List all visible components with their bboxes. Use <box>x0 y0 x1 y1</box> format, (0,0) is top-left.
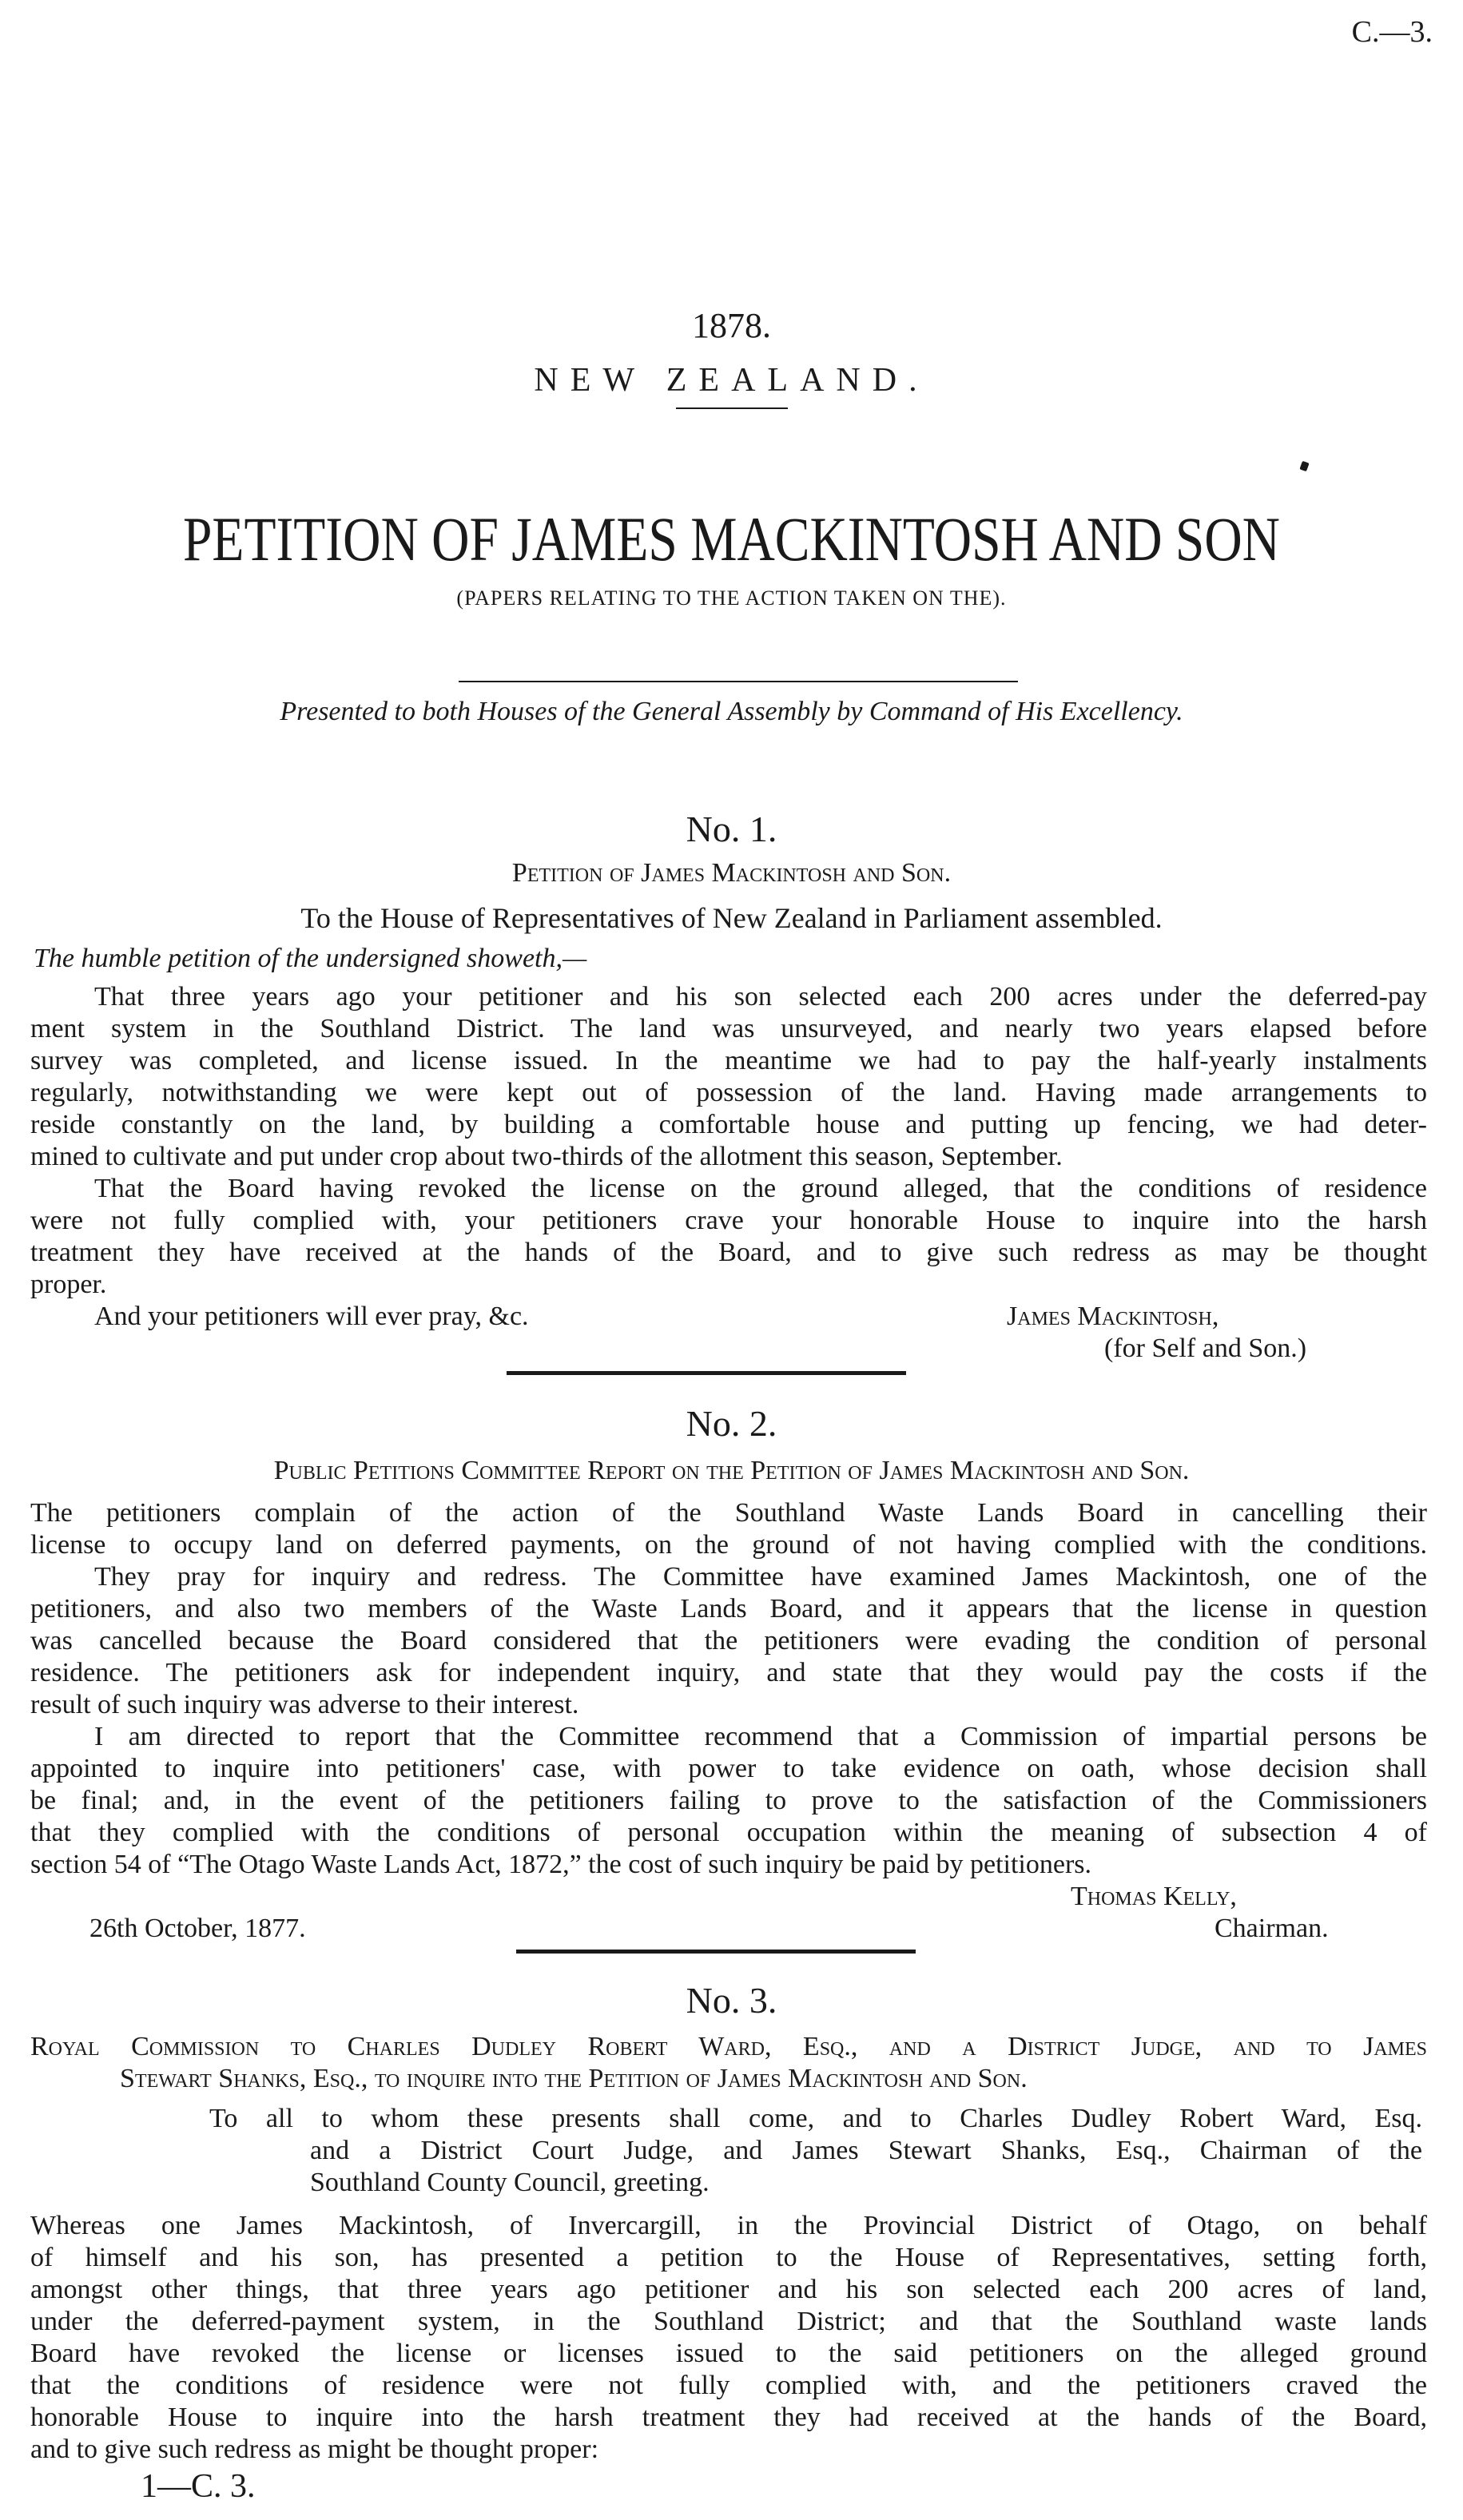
text-line: Board have revoked the license or licenses issued to the said petitioners on the alleged ground <box>30 2339 1427 2368</box>
signature-for-1: (for Self and Son.) <box>1104 1334 1307 1363</box>
text-line: appointed to inquire into petitioners' case, with power to take evidence on oath, whose decision shall <box>30 1754 1427 1783</box>
text-line: Stewart Shanks, Esq., to inquire into the Petition of James Mackintosh and Son. <box>120 2064 1028 2093</box>
text-line: residence. The petitioners ask for independent inquiry, and state that they would pay the costs if the <box>30 1658 1427 1687</box>
title-rule <box>459 681 1018 682</box>
text-line: Whereas one James Mackintosh, of Invercargill, in the Provincial District of Otago, on behalf <box>30 2211 1427 2240</box>
text-line: that they complied with the conditions of personal occupation within the meaning of subsection 4 of <box>30 1818 1427 1847</box>
country-underline <box>676 407 788 409</box>
report-date: 26th October, 1877. <box>89 1914 306 1943</box>
section-divider-2 <box>516 1950 916 1954</box>
text-line: of himself and his son, has presented a petition to the House of Representatives, setting forth, <box>30 2243 1427 2272</box>
text-line: They pray for inquiry and redress. The Committee have examined James Mackintosh, one of the <box>94 1562 1427 1592</box>
document-title: PETITION OF JAMES MACKINTOSH AND SON <box>182 504 1281 574</box>
text-line: that the conditions of residence were not fully complied with, and the petitioners craved the <box>30 2371 1427 2400</box>
signature-name-1: James Mackintosh, <box>1007 1302 1219 1331</box>
text-line: regularly, notwithstanding we were kept out of possession of the land. Having made arrangements to <box>30 1078 1427 1107</box>
text-line: and a District Court Judge, and James Stewart Shanks, Esq., Chairman of the <box>310 2136 1422 2165</box>
signature-mark: 1—C. 3. <box>141 2468 256 2505</box>
text-line: under the deferred-payment system, in the Southland District; and that the Southland waste lands <box>30 2307 1427 2336</box>
text-line: That the Board having revoked the license on the ground alleged, that the conditions of residence <box>94 1174 1427 1203</box>
document-subtitle: (PAPERS RELATING TO THE ACTION TAKEN ON THE). <box>456 586 1007 610</box>
text-line: proper. <box>30 1270 107 1299</box>
signature-name-2: Thomas Kelly, <box>1071 1882 1237 1911</box>
humble-petition-line: The humble petition of the undersigned showeth,— <box>34 944 587 973</box>
presented-line: Presented to both Houses of the General Assembly by Command of His Excellency. <box>280 697 1183 726</box>
text-line: Royal Commission to Charles Dudley Robert Ward, Esq., and a District Judge, and to James <box>30 2032 1427 2061</box>
text-line: result of such inquiry was adverse to their interest. <box>30 1690 579 1719</box>
text-line: To all to whom these presents shall come, and to Charles Dudley Robert Ward, Esq. <box>209 2104 1422 2133</box>
text-line: The petitioners complain of the action of the Southland Waste Lands Board in cancelling their <box>30 1498 1427 1528</box>
section-2-heading: Public Petitions Committee Report on the Petition of James Mackintosh and Son. <box>273 1456 1190 1485</box>
section-number-1: No. 1. <box>686 809 777 849</box>
text-line: That three years ago your petitioner and his son selected each 200 acres under the deferred-pay <box>94 982 1427 1012</box>
text-line: I am directed to report that the Committee recommend that a Commission of impartial persons be <box>94 1722 1427 1751</box>
text-line: be final; and, in the event of the petitioners failing to prove to the satisfaction of the Commissioners <box>30 1786 1427 1815</box>
text-line: license to occupy land on deferred payments, on the ground of not having complied with the conditions. <box>30 1530 1427 1560</box>
text-line: Southland County Council, greeting. <box>310 2168 710 2197</box>
section-divider-1 <box>507 1371 906 1375</box>
pray-line: And your petitioners will ever pray, &c. <box>94 1302 529 1331</box>
petition-address: To the House of Representatives of New Zealand in Parliament assembled. <box>300 902 1163 934</box>
text-line: amongst other things, that three years ago petitioner and his son selected each 200 acres of land, <box>30 2275 1427 2304</box>
text-line: and to give such redress as might be thought proper: <box>30 2435 599 2464</box>
signature-role-2: Chairman. <box>1215 1914 1329 1943</box>
text-line: ment system in the Southland District. The land was unsurveyed, and nearly two years elapsed before <box>30 1014 1427 1043</box>
text-line: were not fully complied with, your petitioners crave your honorable House to inquire into the harsh <box>30 1206 1427 1235</box>
section-1-heading: Petition of James Mackintosh and Son. <box>511 858 952 888</box>
text-line: mined to cultivate and put under crop about two-thirds of the allotment this season, September. <box>30 1142 1063 1171</box>
text-line: treatment they have received at the hands of the Board, and to give such redress as may be thought <box>30 1238 1427 1267</box>
text-line: honorable House to inquire into the harsh treatment they had received at the hands of the Board, <box>30 2403 1427 2432</box>
text-line: survey was completed, and license issued. In the meantime we had to pay the half-yearly instalments <box>30 1046 1427 1075</box>
text-line: reside constantly on the land, by building a comfortable house and putting up fencing, we had deter- <box>30 1110 1427 1139</box>
year: 1878. <box>692 306 771 345</box>
text-line: petitioners, and also two members of the Waste Lands Board, and it appears that the license in question <box>30 1594 1427 1624</box>
page-reference: C.—3. <box>1351 15 1433 49</box>
section-number-3: No. 3. <box>686 1980 777 2021</box>
text-line: was cancelled because the Board considered that the petitioners were evading the condition of personal <box>30 1626 1427 1655</box>
country: NEW ZEALAND. <box>534 362 929 399</box>
text-line: section 54 of “The Otago Waste Lands Act, 1872,” the cost of such inquiry be paid by petitioners. <box>30 1850 1091 1879</box>
printer-mark <box>1299 461 1309 471</box>
section-number-2: No. 2. <box>686 1403 777 1444</box>
